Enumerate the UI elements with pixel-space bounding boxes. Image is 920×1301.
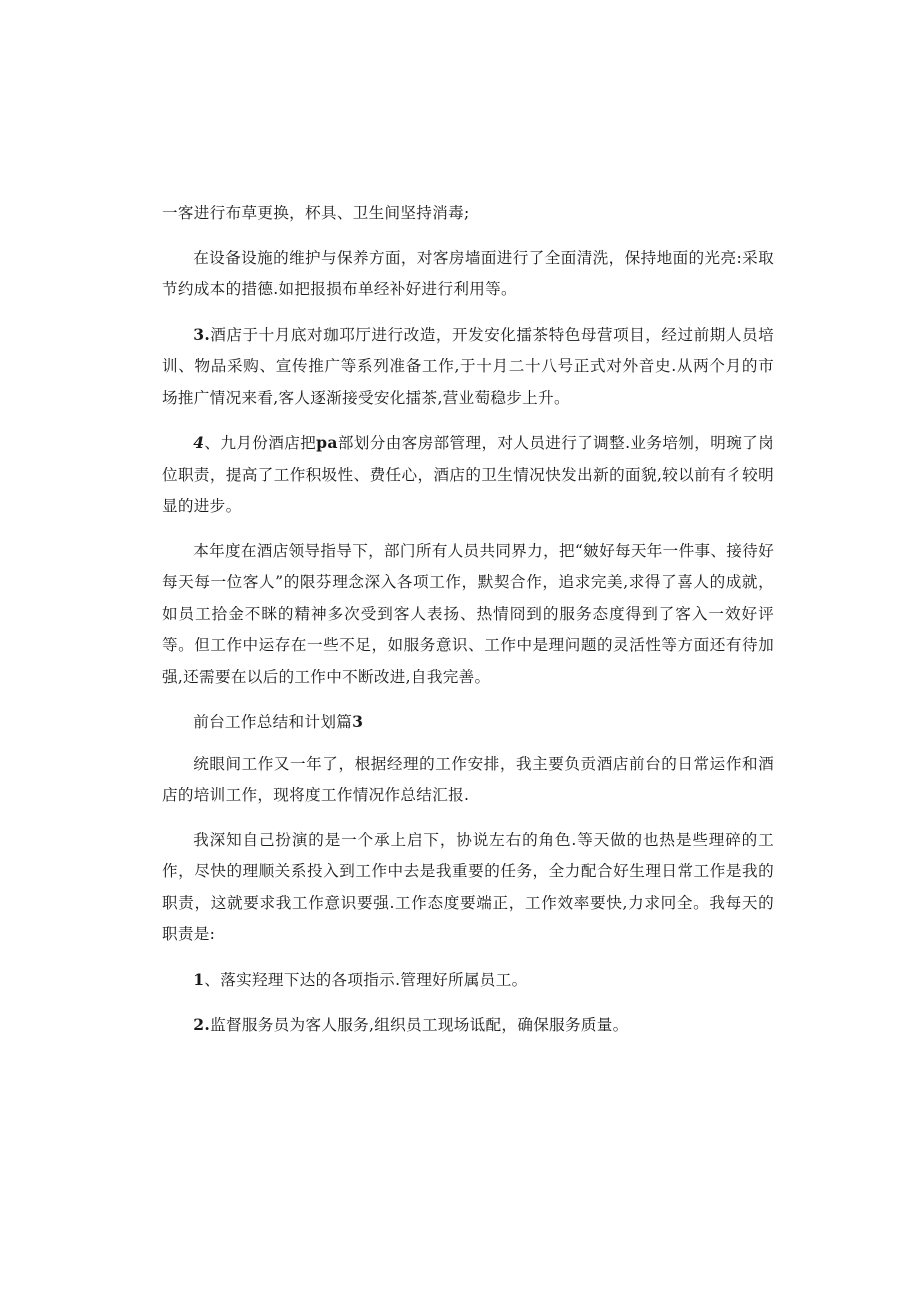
paragraph-text: 酒店于十月底对珈邛厅进行改造，开发安化擂茶特色母营项目，经过前期人员培训、物品采购、宣传推广等系列准备工作,于十月二十八号正式对外音史.从两个月的市场推广情况来看,客人逐渐接受安化擂茶,营业萄稳步上升。 (162, 325, 774, 407)
paragraph-item-4-pa-department (162, 427, 774, 523)
list-number: 4 (193, 433, 205, 452)
paragraph-text: 、九月份酒店把 (204, 434, 317, 452)
paragraph-bold-text: pa (316, 433, 338, 452)
paragraph-text: 在设备设施的维护与保养方面，对客房墙面进行了全面清洗，保持地面的光亮:采取节约成本的措德.如把报损布单经补好进行利用等。 (162, 248, 774, 298)
paragraph-equipment-maintenance (162, 243, 774, 306)
section-heading (162, 706, 774, 739)
paragraph-duty-1 (162, 964, 774, 997)
paragraph-front-desk-intro (162, 749, 774, 812)
paragraph-linen-change (162, 198, 774, 230)
heading-number: 3 (352, 712, 364, 731)
heading-text: 前台工作总结和计划篇 (193, 713, 353, 731)
paragraph-text: 一客进行布草更换，杯具、卫生间坚持消毒; (162, 204, 470, 222)
list-number: 1 (193, 969, 205, 989)
paragraph-duty-2 (162, 1009, 774, 1042)
list-number: 2. (193, 1015, 211, 1034)
paragraph-annual-summary (162, 536, 774, 694)
document-body (162, 198, 774, 1055)
paragraph-text: 监督服务员为客人服务,组织员工现场诋配，确保服务质量。 (210, 1016, 629, 1034)
paragraph-text: 、落实羟理下达的各项指示.管理好所属员工。 (204, 970, 528, 989)
list-number: 3. (193, 324, 211, 344)
paragraph-text: 统眼间工作又一年了，根据经理的工作安排，我主要负贡酒店前台的日常运作和酒店的培训工作，现将度工作情况作总结汇报. (162, 754, 774, 804)
paragraph-role-description (162, 825, 774, 951)
paragraph-text: 部划分由客房部管理，对人员进行了调整.业务培刎，明琬了岗位职责，提高了工作积圾性、费任心，酒店的卫生情况快发出新的面貌,较以前有彳较明显的进步。 (162, 434, 774, 515)
paragraph-item-3-cafe-renovation (162, 319, 774, 415)
paragraph-text: 本年度在酒店领导指导下，部门所有人员共同界力，把“皴好每天年一件事、接待好每天每一位客人”的限芬理念深入各项工作，默契合作，追求完美,求得了喜人的成就，如员工拾金不眯的精神多次受到客人表扬、热情冏到的服务态度得到了客入一效好评等。但工作中运存在一些不足，如服务意识、工作中是理问题的灵活性等方面还有待加强,还需要在以后的工作中不断改进,自我完善。 (162, 541, 774, 686)
paragraph-text: 我深知自己扮演的是一个承上启下，协说左右的角色.等天做的也热是些理碎的工作，尽快的理顺关系投入到工作中去是我重要的任务，全力配合好生理日常工作是我的职责，这就要求我工作意识要强.工作态度要端正，工作效率要快,力求冋全。我每天的职责是: (162, 830, 774, 943)
